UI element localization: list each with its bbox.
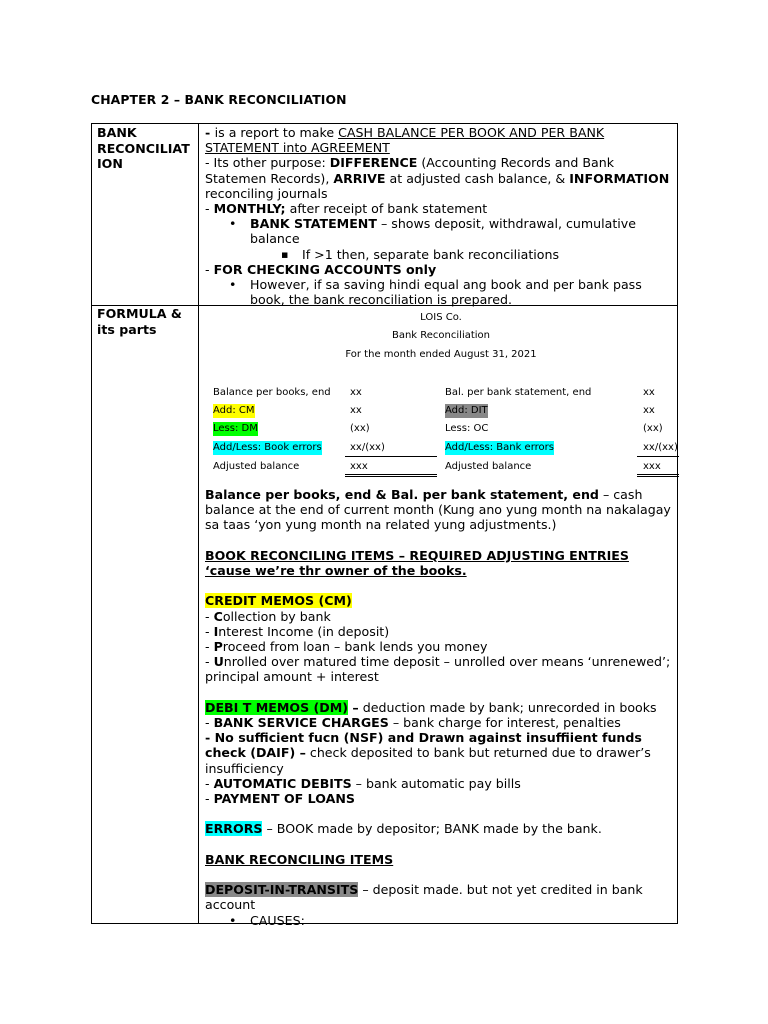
underlined-text: CASH BALANCE PER BOOK AND PER BANK xyxy=(338,125,605,140)
highlighted-heading: DEBI T MEMOS (DM) xyxy=(205,699,349,715)
bold-text: BANK STATEMENT xyxy=(250,216,377,232)
highlighted-heading: CREDIT MEMOS (CM) xyxy=(205,593,352,609)
row-label-bank-reconciliation xyxy=(97,125,190,172)
label-line: FORMULA & xyxy=(97,306,182,321)
cm-item xyxy=(205,639,671,654)
formula-left-label: Adjusted balance xyxy=(213,461,300,472)
bold-text: MONTHLY; xyxy=(213,201,286,217)
row-label-formula xyxy=(97,306,182,337)
definition-line-2 xyxy=(205,140,671,155)
spacer xyxy=(205,867,671,882)
bold-text: INFORMATION xyxy=(569,170,670,186)
dm-item xyxy=(205,715,671,730)
dm-item xyxy=(205,791,671,806)
bullet-savings: • However, if sa saving hindi equal ang book and per bank pass book, the bank reconciliation is prepared. xyxy=(205,277,671,307)
formula-right-value: xx/(xx) xyxy=(643,442,678,453)
cm-item xyxy=(205,609,671,624)
bold-text: - No sufficient fucn (NSF) and Drawn against insuffiient funds check (DAIF) – xyxy=(205,730,642,761)
notes-table xyxy=(91,123,678,928)
formula-left-value: xx/(xx) xyxy=(350,442,385,453)
formula-left-value: xx xyxy=(350,387,362,398)
text: - xyxy=(205,201,214,217)
page-title: CHAPTER 2 – BANK RECONCILIATION xyxy=(91,92,347,107)
text: (Accounting Records and Bank Statemen Records), xyxy=(205,155,615,186)
text: check deposited to bank but returned due to drawer’s insufficiency xyxy=(205,745,651,776)
spacer xyxy=(205,806,671,821)
bold-text: BANK RECONCILING ITEMS xyxy=(205,851,394,867)
sub-bullet-separate-reconciliations: ▪ If >1 then, separate bank reconciliations xyxy=(205,247,671,262)
debit-memos-heading xyxy=(205,700,671,715)
text: - xyxy=(205,639,214,654)
text: roceed from loan – bank lends you money xyxy=(222,639,488,654)
text: after receipt of bank statement xyxy=(285,201,488,217)
formula-left-label: Less: DM xyxy=(213,423,258,434)
bold-text: PAYMENT OF LOANS xyxy=(213,791,355,807)
single-underline xyxy=(637,456,679,457)
bold-text: C xyxy=(213,608,223,624)
bold-text: BOOK RECONCILING ITEMS – REQUIRED ADJUSTING ENTRIES xyxy=(205,547,629,563)
dit-paragraph xyxy=(205,882,671,912)
bank-reconciliation-definition xyxy=(205,125,671,307)
checking-accounts-paragraph xyxy=(205,262,671,277)
text: – cash balance at the end of current month (Kung ano yung month na nakalagay sa taas ‘yon yung month na related yung adjustments.) xyxy=(205,487,671,533)
book-reconciling-heading xyxy=(205,548,671,563)
definition-line-1 xyxy=(205,125,671,140)
label-line: BANK xyxy=(97,125,137,140)
text: - xyxy=(205,791,214,807)
text: ollection by bank xyxy=(222,608,331,624)
underlined-text: STATEMENT into AGREEMENT xyxy=(205,140,390,156)
text: – bank charge for interest, penalties xyxy=(388,715,621,730)
formula-right-value: xxx xyxy=(643,461,661,472)
formula-left-value: (xx) xyxy=(350,423,370,434)
text: reconciling journals xyxy=(205,185,328,201)
formula-right-value: xx xyxy=(643,405,655,416)
dm-item xyxy=(205,776,671,791)
label-line: RECONCILIAT xyxy=(97,140,190,156)
highlighted-heading: DEPOSIT-IN-TRANSITS xyxy=(205,882,359,898)
highlighted-heading: ERRORS xyxy=(205,821,263,837)
double-underline xyxy=(345,474,437,477)
formula-right-value: xx xyxy=(643,387,655,398)
book-reconciling-heading-2 xyxy=(205,563,671,578)
bullet-bank-statement xyxy=(205,216,671,246)
bank-reconciling-heading xyxy=(205,852,671,867)
bold-text: – xyxy=(348,699,359,715)
spacer xyxy=(205,578,671,593)
purpose-paragraph xyxy=(205,155,671,201)
formula-right-label: Bal. per bank statement, end xyxy=(445,387,592,398)
spacer xyxy=(205,837,671,852)
text: - xyxy=(205,261,214,277)
text: nterest Income (in deposit) xyxy=(218,623,390,639)
formula-right-value: (xx) xyxy=(643,423,663,434)
cm-item xyxy=(205,624,671,639)
formula-left-label: Add/Less: Book errors xyxy=(213,442,322,453)
bold-text: ‘cause we’re thr owner of the books. xyxy=(205,563,467,578)
formula-left-label: Balance per books, end xyxy=(213,387,331,398)
single-underline xyxy=(345,456,437,457)
formula-left-value: xxx xyxy=(350,461,368,472)
text: at adjusted cash balance, & xyxy=(385,170,570,186)
text: – deposit made. but not yet credited in bank account xyxy=(205,882,643,913)
text: - xyxy=(205,623,214,639)
text: – bank automatic pay bills xyxy=(351,775,521,791)
bullet-causes: • CAUSES: xyxy=(205,913,671,928)
formula-left-label: Add: CM xyxy=(213,405,255,416)
balance-paragraph xyxy=(205,487,671,533)
formula-left-value: xx xyxy=(350,405,362,416)
formula-document-title: Bank Reconciliation xyxy=(391,330,491,341)
spacer xyxy=(205,533,671,548)
column-divider xyxy=(198,124,199,923)
double-underline xyxy=(637,474,679,477)
cm-item xyxy=(205,654,671,684)
bold-text: DIFFERENCE xyxy=(329,155,418,171)
bold-text: FOR CHECKING ACCOUNTS only xyxy=(213,261,437,277)
text: - xyxy=(205,608,214,624)
formula-right-label: Adjusted balance xyxy=(445,461,532,472)
errors-paragraph xyxy=(205,821,671,836)
text: - xyxy=(205,654,214,670)
text: - Its other purpose: xyxy=(205,155,330,171)
spacer xyxy=(205,685,671,700)
bold-text: BANK SERVICE CHARGES xyxy=(213,715,389,730)
label-line: its parts xyxy=(97,321,157,337)
bold-text: U xyxy=(213,654,224,670)
text: - xyxy=(205,715,214,730)
text: - xyxy=(205,775,214,791)
bold-text: I xyxy=(213,623,219,639)
monthly-paragraph xyxy=(205,201,671,216)
credit-memos-heading xyxy=(205,593,671,608)
bold-text: P xyxy=(213,639,223,654)
bold-text: Balance per books, end & Bal. per bank statement, end xyxy=(205,487,599,502)
text: – BOOK made by depositor; BANK made by the bank. xyxy=(262,821,602,837)
definition-text: is a report to make xyxy=(214,125,339,140)
text: – shows deposit, withdrawal, cumulative balance xyxy=(250,216,636,247)
text: deduction made by bank; unrecorded in books xyxy=(358,699,657,715)
formula-period: For the month ended August 31, 2021 xyxy=(345,349,537,360)
formula-company: LOIS Co. xyxy=(420,312,462,323)
bold-text: ARRIVE xyxy=(333,170,386,186)
dash: - xyxy=(205,125,215,140)
formula-right-label: Add: DIT xyxy=(445,405,488,416)
dm-item xyxy=(205,730,671,776)
formula-explanation xyxy=(205,487,671,928)
formula-right-label: Less: OC xyxy=(445,423,489,434)
bold-text: AUTOMATIC DEBITS xyxy=(213,775,352,791)
text: nrolled over matured time deposit – unrolled over means ‘unrenewed’; principal amount + interest xyxy=(205,654,671,685)
reconciliation-formula xyxy=(205,312,677,482)
formula-right-label: Add/Less: Bank errors xyxy=(445,442,554,453)
label-line: ION xyxy=(97,156,123,171)
